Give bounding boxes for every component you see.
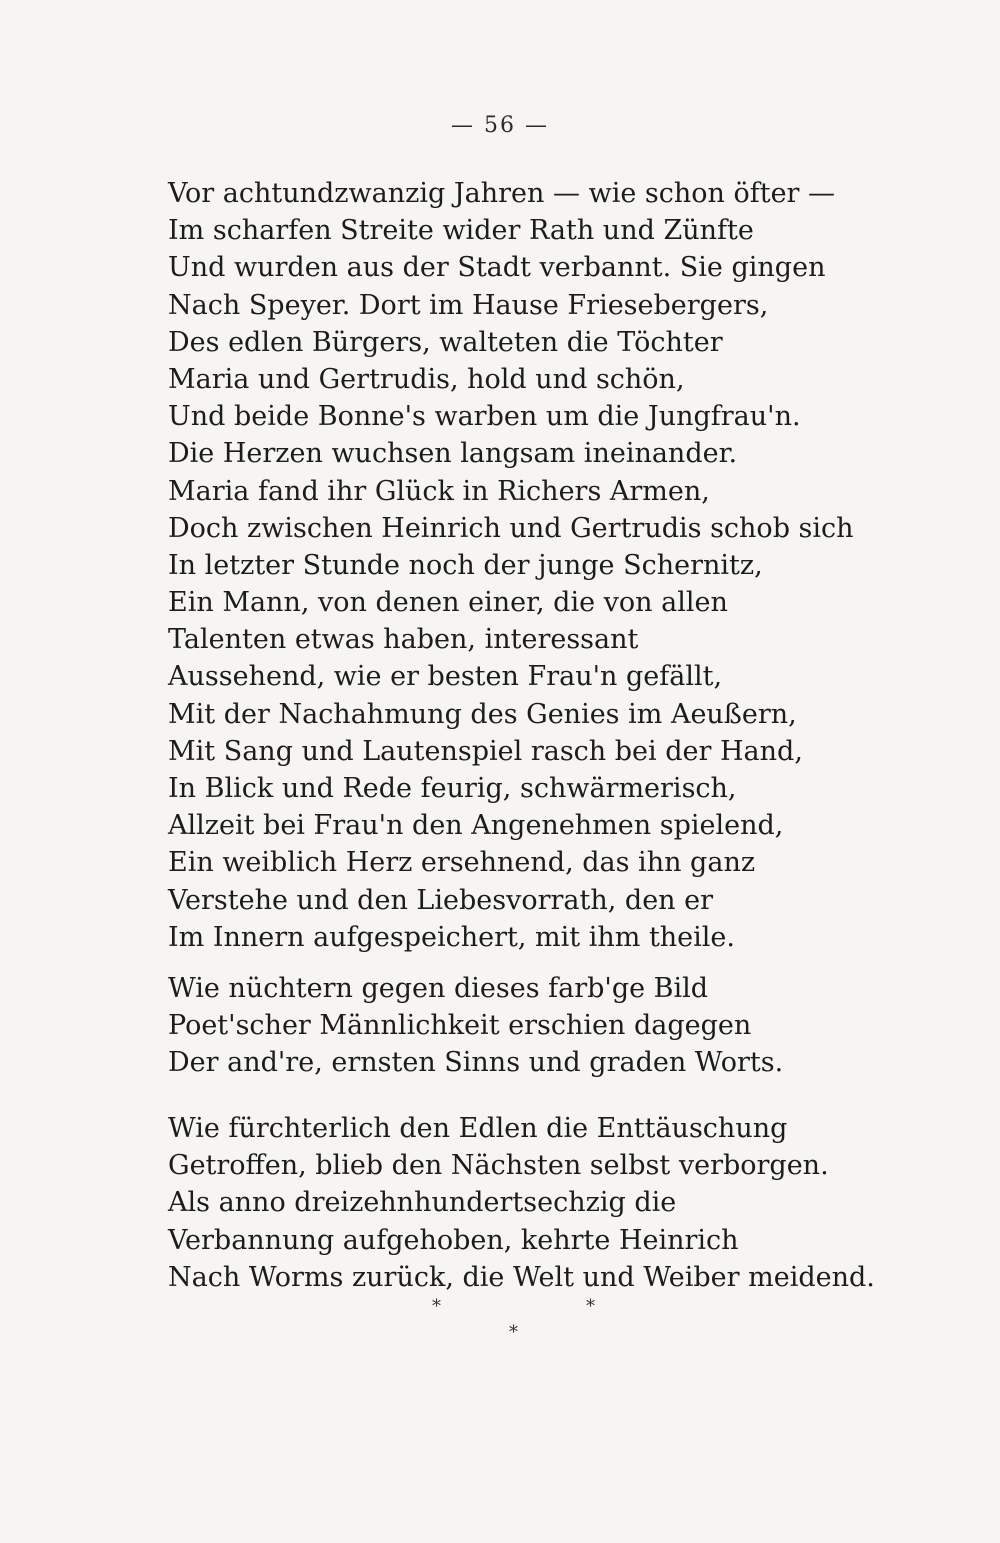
verse-line: Allzeit bei Frau'n den Angenehmen spielend, — [168, 810, 784, 842]
verse-line: Der and're, ernsten Sinns und graden Worts. — [168, 1047, 784, 1079]
verse-line: Verstehe und den Liebesvorrath, den er — [168, 884, 714, 916]
verse-line: Talenten etwas haben, interessant — [168, 624, 639, 656]
verse-line: Ein weiblich Herz ersehnend, das ihn ganz — [168, 847, 756, 879]
page-number: — 56 — — [451, 113, 549, 138]
verse-line: Im Innern aufgespeichert, mit ihm theile. — [168, 921, 735, 953]
asterisk-icon: * — [509, 1322, 518, 1343]
verse-line: Doch zwischen Heinrich und Gertrudis schob sich — [168, 512, 854, 544]
verse-line: Wie fürchterlich den Edlen die Enttäuschung — [168, 1113, 788, 1144]
verse-line: Maria und Gertrudis, hold und schön, — [168, 363, 685, 395]
verse-line: Poet'scher Männlichkeit erschien dagegen — [168, 1010, 752, 1042]
verse-line: Die Herzen wuchsen langsam ineinander. — [168, 438, 738, 470]
verse-line: Nach Speyer. Dort im Hause Friesebergers, — [168, 289, 769, 321]
verse-line: Und wurden aus der Stadt verbannt. Sie gingen — [168, 252, 826, 284]
stanza-2 — [168, 970, 888, 1082]
verse-line: Mit Sang und Lautenspiel rasch bei der Hand, — [168, 735, 803, 767]
verse-line: Verbannung aufgehoben, kehrte Heinrich — [168, 1224, 739, 1256]
verse-line: Maria fand ihr Glück in Richers Armen, — [168, 475, 710, 507]
verse-line: In Blick und Rede feurig, schwärmerisch, — [168, 773, 737, 804]
verse-line: Aussehend, wie er besten Frau'n gefällt, — [168, 661, 723, 693]
verse-line: Ein Mann, von denen einer, die von allen — [168, 587, 728, 619]
verse-line: Getroffen, blieb den Nächsten selbst verborgen. — [168, 1150, 829, 1182]
verse-line: Nach Worms zurück, die Welt und Weiber meidend. — [168, 1261, 875, 1293]
stanza-1 — [168, 175, 888, 956]
verse-line: Des edlen Bürgers, walteten die Töchter — [168, 326, 723, 358]
verse-line: Als anno dreizehnhundertsechzig die — [168, 1187, 677, 1219]
verse-line: In letzter Stunde noch der junge Schernitz, — [168, 549, 763, 581]
verse-line: Und beide Bonne's warben um die Jungfrau'n. — [168, 401, 801, 433]
asterism-ornament — [0, 1296, 1000, 1356]
verse-line: Vor achtundzwanzig Jahren — wie schon öfter — — [168, 178, 836, 209]
asterisk-icon: * — [432, 1296, 441, 1317]
verse-line: Mit der Nachahmung des Genies im Aeußern, — [168, 698, 797, 730]
verse-line: Im scharfen Streite wider Rath und Zünfte — [168, 215, 754, 247]
stanza-3 — [168, 1110, 888, 1296]
verse-line: Wie nüchtern gegen dieses farb'ge Bild — [168, 973, 709, 1004]
asterisk-icon: * — [586, 1296, 595, 1317]
